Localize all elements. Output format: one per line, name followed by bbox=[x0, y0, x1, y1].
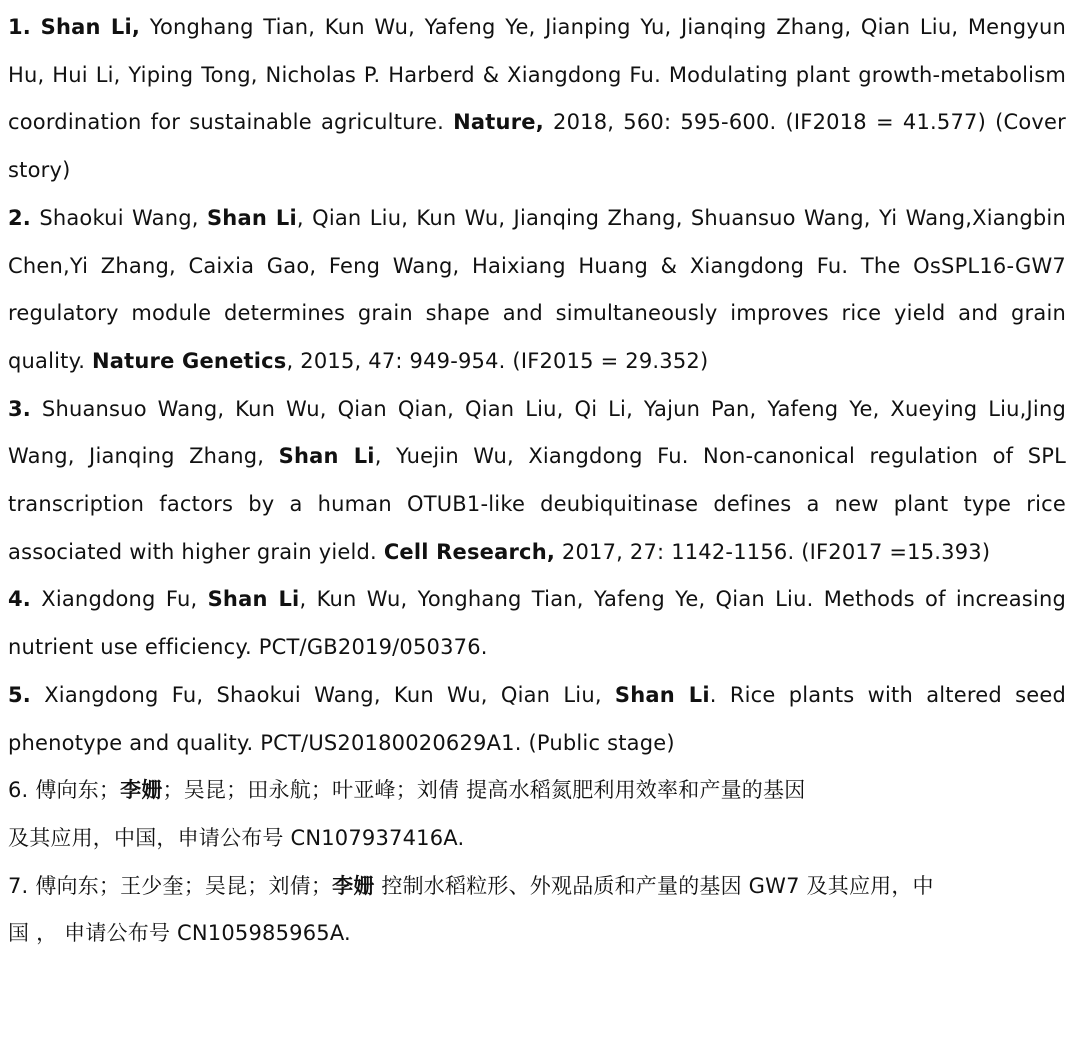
highlight-author: Shan Li bbox=[614, 682, 710, 707]
authors-pre: Shaokui Wang, bbox=[31, 205, 207, 230]
patent-entry bbox=[8, 863, 1066, 958]
highlight-author: Shan Li bbox=[207, 587, 300, 612]
entry-number: 1. bbox=[8, 15, 31, 39]
patent-title: 控制水稻粒形、外观品质和产量的基因 GW7 及其应用，中 bbox=[374, 873, 934, 898]
entry-number: 6. bbox=[8, 778, 29, 803]
patent-line: 及其应用，中国，申请公布号 CN107937416A. bbox=[8, 825, 465, 850]
authors-pre: Shuansuo Wang, Kun Wu, Qian Qian, Qian Liu, Qi Li, Yajun Pan, Yafeng Ye, Xueying Liu,Jing Wang, Jianqing Zhang, bbox=[8, 396, 1066, 469]
entry-number: 2. bbox=[8, 205, 31, 230]
highlight-author: Shan Li, bbox=[40, 15, 141, 39]
authors-post: , Qian Liu, Kun Wu, Jianqing Zhang, Shuansuo Wang, Yi Wang,Xiangbin Chen,Yi Zhang, Caixia Gao, Feng Wang, Haixiang Huang & Xiangdong Fu. The OsSPL16-GW7 regulatory module determines grain shape and simultaneously improves rice yield and grain quality. bbox=[8, 205, 1066, 373]
inventors-pre: 傅向东；王少奎；吴昆；刘倩； bbox=[28, 873, 333, 898]
authors-post: . Rice plants with altered seed phenotype and quality. PCT/US20180020629A1. (Public stage) bbox=[8, 682, 1066, 755]
entry-number: 5. bbox=[8, 682, 31, 707]
publication-entry bbox=[8, 576, 1066, 671]
journal-name: Nature, bbox=[453, 110, 544, 135]
entry-number: 4. bbox=[8, 587, 31, 612]
journal-name: Nature Genetics bbox=[92, 348, 287, 373]
authors-post: Yonghang Tian, Kun Wu, Yafeng Ye, Jianping Yu, Jianqing Zhang, Qian Liu, Mengyun Hu, Hui Li, Yiping Tong, Nicholas P. Harberd & Xiangdong Fu. Modulating plant growth-metabolism coordination for sustainable agriculture. bbox=[8, 15, 1066, 135]
authors-post: , Yuejin Wu, Xiangdong Fu. Non-canonical regulation of SPL transcription factors by a human OTUB1-like deubiquitinase defines a new plant type rice associated with higher grain yield. bbox=[8, 444, 1066, 564]
publication-entry bbox=[8, 386, 1066, 577]
patent-line bbox=[8, 767, 1066, 815]
publication-details: 2017, 27: 1142-1156. (IF2017 =15.393) bbox=[555, 539, 991, 564]
highlight-author: Shan Li bbox=[278, 444, 375, 469]
publication-entry bbox=[8, 195, 1066, 386]
patent-entry bbox=[8, 767, 1066, 862]
highlight-author: 李姗 bbox=[332, 873, 375, 898]
patent-line: 国 ， 申请公布号 CN105985965A. bbox=[8, 921, 351, 946]
highlight-author: 李姗 bbox=[120, 778, 163, 803]
authors-pre: Xiangdong Fu, bbox=[31, 587, 208, 612]
publication-entry bbox=[8, 672, 1066, 767]
inventors-pre: 傅向东； bbox=[28, 778, 121, 803]
highlight-author: Shan Li bbox=[206, 205, 297, 230]
patent-line bbox=[8, 863, 1066, 911]
publication-entry bbox=[8, 4, 1066, 195]
publication-details: , 2015, 47: 949-954. (IF2015 = 29.352) bbox=[286, 348, 709, 373]
authors-post: , Kun Wu, Yonghang Tian, Yafeng Ye, Qian Liu. Methods of increasing nutrient use efficiency. PCT/GB2019/050376. bbox=[8, 587, 1066, 660]
entry-number: 7. bbox=[8, 873, 29, 898]
entry-number: 3. bbox=[8, 396, 31, 421]
journal-name: Cell Research, bbox=[383, 539, 556, 564]
publication-list bbox=[8, 4, 1066, 958]
publication-details: 2018, 560: 595-600. (IF2018 = 41.577) (Cover story) bbox=[8, 110, 1066, 183]
patent-title: ；吴昆；田永航；叶亚峰；刘倩 提高水稻氮肥利用效率和产量的基因 bbox=[162, 778, 806, 803]
authors-pre: Xiangdong Fu, Shaokui Wang, Kun Wu, Qian Liu, bbox=[31, 682, 615, 707]
